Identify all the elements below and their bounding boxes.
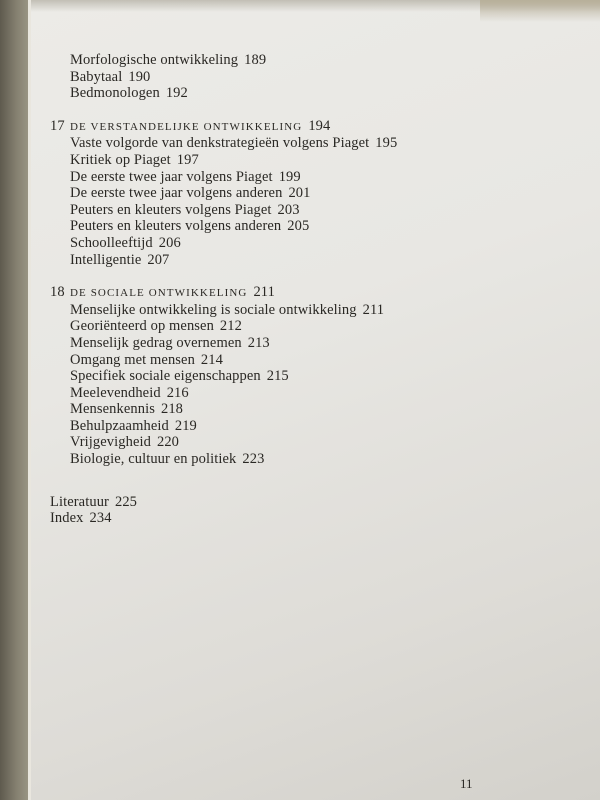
toc-entry bbox=[50, 352, 397, 369]
backmatter-page: 225 bbox=[114, 493, 138, 510]
toc-entry-title: Bedmonologen bbox=[70, 85, 160, 102]
toc-entry-page: 219 bbox=[174, 417, 197, 434]
toc-entry-title: Babytaal bbox=[70, 68, 123, 85]
backmatter-page: 234 bbox=[89, 510, 112, 527]
toc-entry bbox=[50, 169, 397, 186]
toc-entry-title: Kritiek op Piaget bbox=[70, 151, 171, 168]
toc-entry-page: 218 bbox=[160, 401, 184, 418]
toc-entry-page: 205 bbox=[287, 218, 310, 235]
toc-entry-title: Menselijk gedrag overnemen bbox=[70, 334, 242, 351]
toc-entry-title: Omgang met mensen bbox=[70, 351, 195, 368]
toc-entry-page: 207 bbox=[147, 251, 170, 268]
toc-entry-page: 215 bbox=[266, 368, 289, 385]
book-gutter-shadow bbox=[0, 0, 30, 800]
toc-entry-page: 199 bbox=[278, 168, 301, 185]
chapter-number: 18 bbox=[50, 284, 65, 301]
toc-entry-title: Mensenkennis bbox=[70, 401, 155, 418]
toc-entry bbox=[50, 401, 397, 418]
backmatter-title: Index bbox=[50, 510, 84, 527]
toc-entry-page: 214 bbox=[200, 351, 223, 368]
toc-entry-title: Peuters en kleuters volgens Piaget bbox=[70, 201, 272, 218]
table-of-contents bbox=[50, 52, 397, 527]
chapter-heading bbox=[50, 118, 397, 136]
toc-entry bbox=[50, 202, 397, 219]
chapter-title: DE SOCIALE ONTWIKKELING bbox=[70, 287, 248, 300]
toc-entry bbox=[50, 185, 397, 202]
toc-entry-title: Morfologische ontwikkeling bbox=[70, 52, 239, 68]
toc-entry-title: Georiënteerd op mensen bbox=[70, 318, 214, 335]
toc-entry bbox=[50, 69, 397, 86]
toc-entry bbox=[50, 52, 397, 69]
toc-entry bbox=[50, 368, 397, 385]
toc-entry-page: 203 bbox=[277, 201, 300, 218]
toc-entry-title: Peuters en kleuters volgens anderen bbox=[70, 218, 282, 235]
toc-entry bbox=[50, 218, 397, 235]
chapter-title: DE VERSTANDELIJKE ONTWIKKELING bbox=[70, 120, 303, 133]
toc-entry-page: 211 bbox=[362, 301, 385, 318]
toc-entry bbox=[50, 335, 397, 352]
toc-entry-page: 197 bbox=[176, 151, 199, 168]
toc-entry bbox=[50, 451, 397, 468]
toc-entry bbox=[50, 135, 397, 152]
toc-entry-page: 223 bbox=[242, 451, 265, 468]
toc-entry-title: De eerste twee jaar volgens anderen bbox=[70, 185, 283, 202]
toc-entry-page: 212 bbox=[219, 318, 242, 335]
toc-entry-page: 213 bbox=[247, 334, 270, 351]
toc-entry-title: Meelevendheid bbox=[70, 384, 161, 401]
toc-entry bbox=[50, 418, 397, 435]
toc-entry-title: Menselijke ontwikkeling is sociale ontwikkeling bbox=[70, 301, 357, 318]
toc-entry-page: 190 bbox=[128, 68, 151, 85]
toc-entry-title: Intelligentie bbox=[70, 251, 142, 268]
toc-entry-page: 195 bbox=[375, 135, 398, 152]
toc-entry-page: 220 bbox=[156, 434, 180, 451]
toc-entry-title: Biologie, cultuur en politiek bbox=[70, 451, 237, 468]
backmatter-title: Literatuur bbox=[50, 493, 109, 510]
toc-entry bbox=[50, 434, 397, 451]
page-number: 11 bbox=[460, 776, 473, 791]
toc-entry bbox=[50, 85, 397, 102]
toc-entry bbox=[50, 302, 397, 319]
toc-entry-title: Schoolleeftijd bbox=[70, 234, 153, 251]
toc-entry-page: 192 bbox=[165, 85, 188, 102]
toc-entry-title: Behulpzaamheid bbox=[70, 417, 169, 434]
toc-entry bbox=[50, 152, 397, 169]
background-corner bbox=[480, 0, 600, 22]
toc-entry-page: 216 bbox=[166, 384, 189, 401]
toc-entry-page: 206 bbox=[158, 234, 181, 251]
toc-entry-title: De eerste twee jaar volgens Piaget bbox=[70, 168, 273, 185]
chapter-page: 194 bbox=[308, 117, 331, 134]
toc-entry-title: Vaste volgorde van denkstrategieën volgens Piaget bbox=[70, 135, 370, 152]
chapter-number: 17 bbox=[50, 117, 65, 134]
chapter-page: 211 bbox=[253, 284, 275, 301]
toc-entry bbox=[50, 252, 397, 269]
backmatter-entry bbox=[50, 494, 397, 511]
toc-entry bbox=[50, 385, 397, 402]
toc-entry-page: 189 bbox=[244, 52, 267, 68]
toc-entry-title: Vrijgevigheid bbox=[70, 434, 151, 451]
chapter-heading bbox=[50, 284, 397, 302]
backmatter-entry bbox=[50, 510, 397, 527]
toc-entry-title: Specifiek sociale eigenschappen bbox=[70, 368, 261, 385]
toc-entry bbox=[50, 318, 397, 335]
toc-entry bbox=[50, 235, 397, 252]
toc-entry-page: 201 bbox=[288, 185, 311, 202]
